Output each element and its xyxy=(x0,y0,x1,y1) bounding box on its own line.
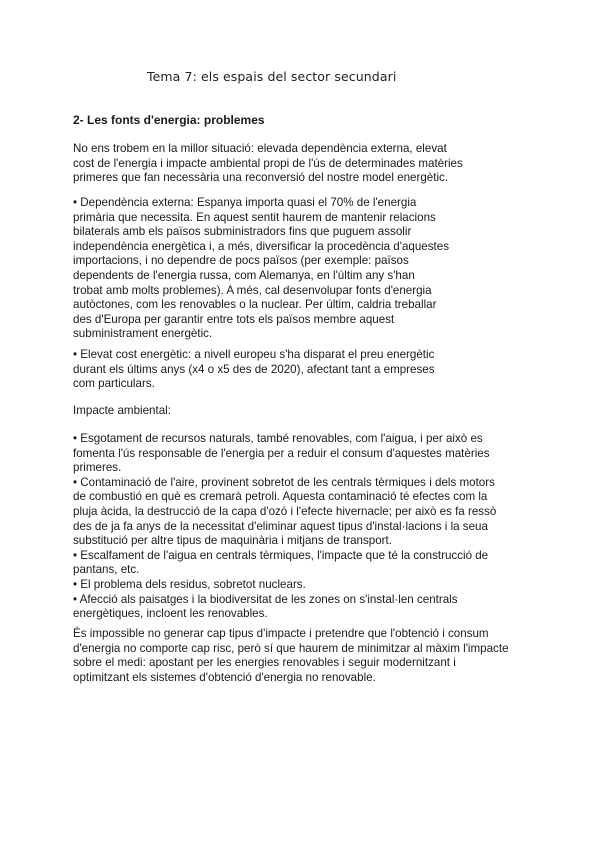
text-line: importacions, i no dependre de pocs països (per exemple: països xyxy=(73,254,409,268)
text-line: • Dependència externa: Espanya importa quasi el 70% de l'energia xyxy=(73,196,417,209)
list-item: • Contaminació de l'aire, provinent sobretot de les centrals tèrmiques i dels motors xyxy=(73,475,495,489)
list-item: pantans, etc. xyxy=(73,563,140,577)
text-line: bilaterals amb els països subministradors fins que puguem assolir xyxy=(73,225,412,239)
list-item: • El problema dels residus, sobretot nuclears. xyxy=(73,577,306,591)
text-line: optimitzant els sistemes d'obtenció d'energia no renovable. xyxy=(73,670,376,684)
impact-heading xyxy=(73,404,533,419)
list-item: de combustió en què es cremarà petroli. Aquesta contaminació té efectes com la xyxy=(73,490,488,504)
intro-paragraph xyxy=(73,142,533,186)
list-item: des de ja fa anys de la necessitat d'eliminar aquest tipus d'instal·lacions i la seua xyxy=(73,519,488,533)
text-line: dependents de l'energia russa, com Alemanya, en l'últim any s'han xyxy=(73,268,415,282)
text-line: sobre el medi: apostant per les energies renovables i seguir modernitzant i xyxy=(73,656,456,670)
list-item: substitució per altre tipus de maquinària i mitjans de transport. xyxy=(73,534,392,548)
list-item: • Esgotament de recursos naturals, també renovables, com l'aigua, i per això es xyxy=(73,432,483,445)
dependence-paragraph xyxy=(73,196,533,342)
text-line: Impacte ambiental: xyxy=(73,404,171,417)
text-line: primària que necessita. En aquest sentit haurem de mantenir relacions xyxy=(73,210,436,224)
text-line: autòctones, com les renovables o la nuclear. Per últim, caldria treballar xyxy=(73,298,437,312)
page-title: Tema 7: els espais del sector secundari xyxy=(147,69,397,84)
text-line: des d'Europa per garantir entre tots els països membre aquest xyxy=(73,312,395,326)
section-heading: 2- Les fonts d'energia: problemes xyxy=(73,113,265,127)
text-line: cost de l'energia i impacte ambiental propi de l'ús de determinades matèries xyxy=(73,156,463,170)
list-item: pluja àcida, la destrucció de la capa d'ozó i l'efecte hivernacle; per això es fa ressò xyxy=(73,504,497,518)
text-line: subministrament energètic. xyxy=(73,327,213,341)
list-item: fomenta l'ús responsable de l'energia per a reduir el consum d'aquestes matèries xyxy=(73,446,490,460)
text-line: trobat amb molts problemes). A més, cal desenvolupar fonts d'energia xyxy=(73,283,432,297)
cost-paragraph xyxy=(73,348,533,392)
conclusion-paragraph xyxy=(73,627,543,685)
text-line: com particulars. xyxy=(73,377,155,391)
text-line: d'energia no comporte cap risc, però sí que haurem de minimitzar al màxim l'impacte xyxy=(73,641,509,655)
text-line: És impossible no generar cap tipus d'impacte i pretendre que l'obtenció i consum xyxy=(73,627,489,640)
text-line: durant els últims anys (x4 o x5 des de 2020), afectant tant a empreses xyxy=(73,362,435,376)
impacts-list xyxy=(73,432,543,622)
list-item: primeres. xyxy=(73,461,122,475)
list-item: energètiques, incloent les renovables. xyxy=(73,607,268,621)
text-line: No ens trobem en la millor situació: elevada dependència externa, elevat xyxy=(73,142,447,155)
list-item: • Escalfament de l'aigua en centrals tèrmiques, l'impacte que té la construcció de xyxy=(73,548,489,562)
text-line: • Elevat cost energètic: a nivell europeu s'ha disparat el preu energètic xyxy=(73,348,435,361)
text-line: primeres que fan necessària una reconversió del nostre model energètic. xyxy=(73,171,449,185)
text-line: independència energètica i, a més, diversificar la procedència d'aquestes xyxy=(73,239,450,253)
list-item: • Afecció als paisatges i la biodiversitat de les zones on s'instal·len centrals xyxy=(73,592,458,606)
